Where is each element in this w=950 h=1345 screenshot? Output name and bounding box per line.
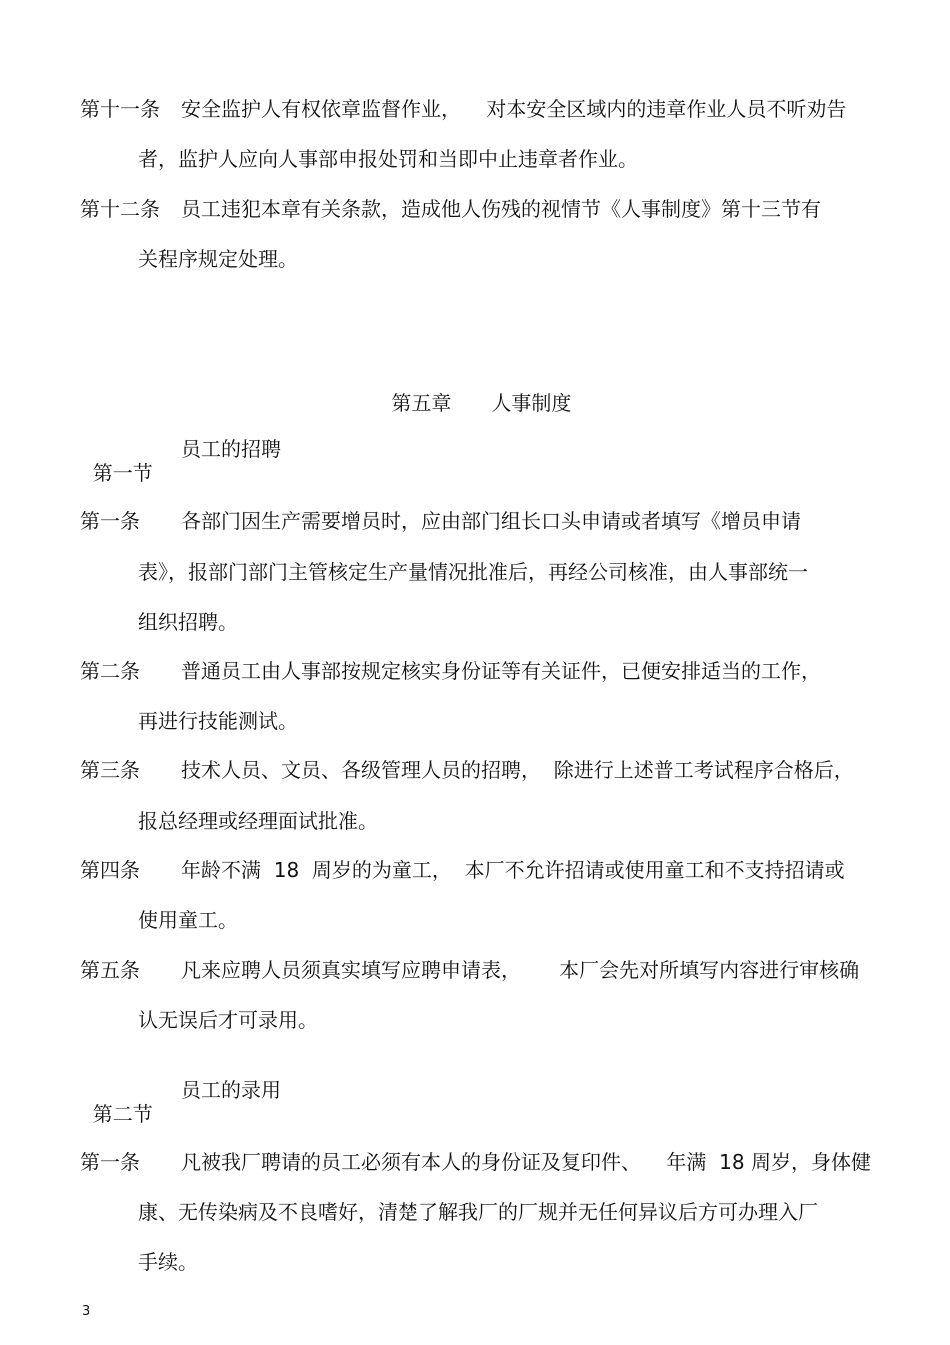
article-text-line: 认无误后才可录用。 [138,1008,318,1032]
article-text-line: 手续。 [138,1250,198,1274]
chapter-heading [0,367,950,415]
article-label: 第二条 [80,659,140,683]
chapter-title: 人事制度 [491,391,572,415]
section-title: 员工的录用 [181,1078,281,1102]
section-title: 员工的招聘 [181,437,281,461]
chapter-number: 第五章 [391,391,452,415]
article-label: 第三条 [80,758,140,782]
article-text-line: 者，监护人应向人事部申报处罚和当即中止违章者作业。 [138,147,638,171]
article-text-line: 表》，报部门部门主管核定生产量情况批准后，再经公司核准，由人事部统一 [138,560,808,584]
article-text-line: 普通员工由人事部按规定核实身份证等有关证件，已便安排适当的工作， [181,659,821,683]
article-text-line: 各部门因生产需要增员时，应由部门组长口头申请或者填写《增员申请 [181,509,801,533]
article-label: 第十二条 [80,197,160,221]
article-label: 第十一条 [80,97,160,121]
section-heading [80,1078,281,1150]
section-label: 第一节 [92,461,153,485]
article-label: 第一条 [80,1150,140,1174]
article-label: 第五条 [80,958,140,982]
article-label: 第一条 [80,509,140,533]
article-text-line: 再进行技能测试。 [138,709,298,733]
page-number: 3 [82,1304,91,1319]
article-text-line: 技术人员、文员、各级管理人员的招聘， 除进行上述普工考试程序合格后， [181,758,854,782]
section-heading [80,437,281,509]
article-label: 第四条 [80,858,140,882]
article-text-line: 报总经理或经理面试批准。 [138,809,378,833]
article-text-line: 关程序规定处理。 [138,247,298,271]
article-text-line: 凡被我厂聘请的员工必须有本人的身份证及复印件、 年满 18 周岁，身体健 [181,1150,871,1174]
article-text-line: 康、无传染病及不良嗜好，清楚了解我厂的厂规并无任何异议后方可办理入厂 [138,1200,818,1224]
article-text-line: 安全监护人有权依章监督作业， 对本安全区域内的违章作业人员不听劝告 [181,97,847,121]
article-text-line: 使用童工。 [138,908,238,932]
article-text-line: 组织招聘。 [138,610,238,634]
article-text-line: 员工违犯本章有关条款，造成他人伤残的视情节《人事制度》第十三节有 [181,197,821,221]
section-label: 第二节 [92,1102,153,1126]
article-text-line: 年龄不满 18 周岁的为童工， 本厂不允许招请或使用童工和不支持招请或 [181,858,845,882]
article-text-line: 凡来应聘人员须真实填写应聘申请表， 本厂会先对所填写内容进行审核确 [181,958,860,982]
